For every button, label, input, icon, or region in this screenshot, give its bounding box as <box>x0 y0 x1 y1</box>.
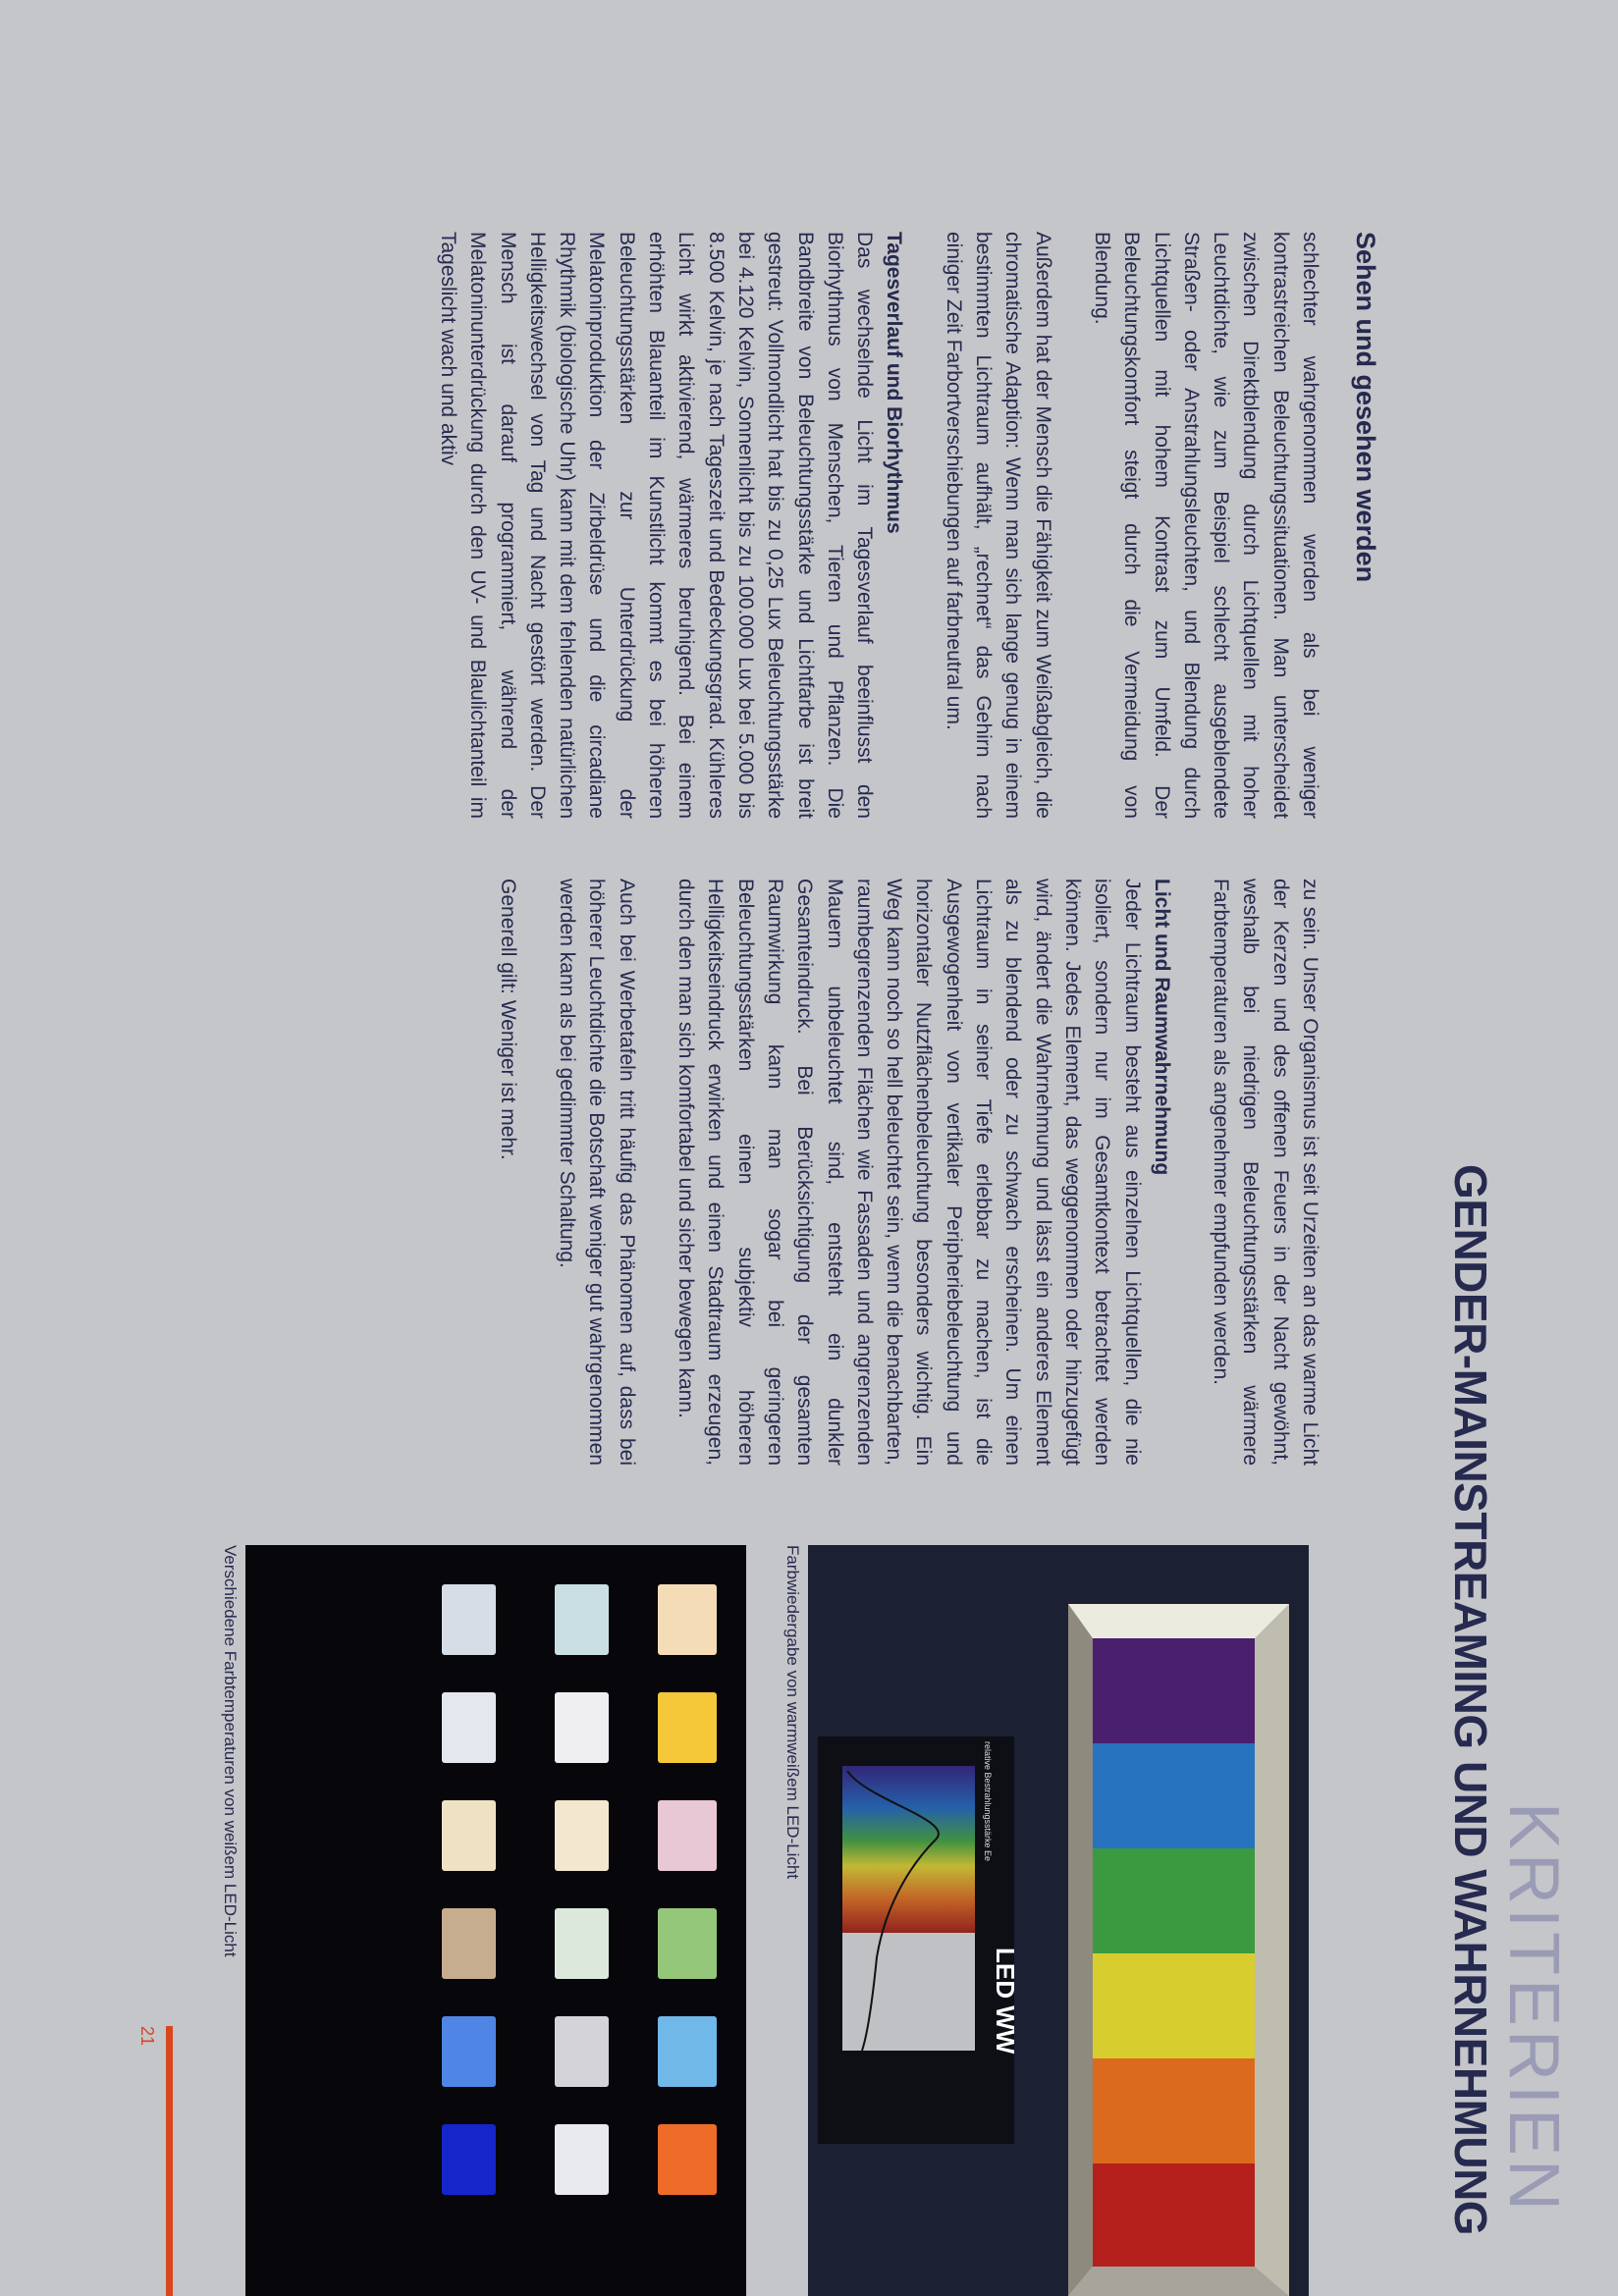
page-title: GENDER-MAINSTREAMING UND WAHRNEHMUNG <box>1445 1164 1496 2236</box>
swatch <box>555 1800 609 1871</box>
led-installation-image <box>808 1545 1309 2296</box>
swatch <box>442 2016 496 2087</box>
swatch <box>658 1692 717 1763</box>
paragraph: Das wechselnde Licht im Tagesverlauf beeinflusst den Biorhythmus von Menschen, Tieren und Pflanzen. Die Bandbreite von Beleuchtungsstärke und Lichtfarbe ist breit gestreut: Vollmondlicht hat bis zu 0,25 Lux Beleuchtungsstärke bei 4.120 Kelvin, Sonnenlicht bis zu 100.000 Lux bei 5.000 bis 8.500 Kelvin, je nach Tageszeit und Bedeckungsgrad. Kühleres Licht wirkt aktivierend, wärmeres beruhigend. Bei einem erhöhten Blauanteil im Kunstlicht kommt es bei höheren Beleuchtungsstärken zur Unterdrückung der Melatoninproduktion der Zirbeldrüse und die circadiane Rhythmik (biologische Uhr) kann mit dem fehlenden natürlichen Helligkeitswechsel von Tag und Nacht gestört werden. Der Mensch ist darauf programmiert, während der Melatoninunterdrückung durch den UV- und Blaulichtanteil im Tageslicht wach und aktiv <box>436 232 877 819</box>
paragraph: Auch bei Werbetafeln tritt häufig das Phänomen auf, dass bei höherer Leuchtdichte die Botschaft weniger gut wahrgenommen werden kann als bei gedimmter Schaltung. <box>556 879 638 1466</box>
sign-subtitle: relative Bestrahlungsstärke Ee <box>983 1741 993 1862</box>
swatch <box>442 1800 496 1871</box>
swatch <box>658 1584 717 1655</box>
swatch <box>442 1584 496 1655</box>
swatch <box>658 2124 717 2195</box>
swatch <box>555 1584 609 1655</box>
section-title: Sehen und gesehen werden <box>1351 232 1380 583</box>
paragraph: schlechter wahrgenommen werden als bei weniger kontrastreichen Beleuchtungssituationen. Man unterscheidet zwischen Direktblendung durch Lichtquellen mit hoher Leuchtdichte, wie zum Beispiel schlecht ausgeblendete Straßen- oder Anstrahlungsleuchten, und Blendung durch Lichtquellen mit hohem Kontrast zum Umfeld. Der Beleuchtungskomfort steigt durch die Vermeidung von Blendung. <box>1090 232 1321 819</box>
color-band <box>1093 1743 1255 1848</box>
text-column-1 <box>433 232 1324 819</box>
swatch <box>442 1908 496 1979</box>
swatch <box>442 2124 496 2195</box>
swatch <box>658 1908 717 1979</box>
text-column-2 <box>493 879 1324 1466</box>
color-band <box>1093 1953 1255 2058</box>
swatch <box>658 1800 717 1871</box>
paragraph: zu sein. Unser Organismus ist seit Urzeiten an das warme Licht der Kerzen und des offenen Feuers in der Nacht gewöhnt, weshalb bei niedrigen Beleuchtungsstärken wärmere Farbtemperaturen als angenehmer empfunden werden. <box>1210 879 1321 1466</box>
swatch <box>555 2124 609 2195</box>
led-swatch-grid-image <box>245 1545 746 2296</box>
spectrum-graph <box>842 1766 975 1933</box>
accent-bar <box>166 2026 173 2296</box>
paragraph: Generell gilt: Weniger ist mehr. <box>496 879 519 1160</box>
figure-caption: Verschiedene Farbtemperaturen von weißem LED-Licht <box>221 1545 240 1957</box>
photo-color-temperatures <box>245 1545 746 2296</box>
sign-title: LED WW <box>991 1948 1020 2055</box>
swatch <box>555 2016 609 2087</box>
color-band <box>1093 1638 1255 1743</box>
color-band <box>1093 1848 1255 1953</box>
page-number: 21 <box>137 2026 157 2047</box>
figure-caption: Farbwiedergabe von warmweißem LED-Licht <box>783 1545 802 1880</box>
paragraph: Außerdem hat der Mensch die Fähigkeit zum Weißabgleich, die chromatische Adaption: Wenn man sich lange genug in einem bestimmten Lichtraum aufhält, „rechnet“ das Gehirn nach einiger Zeit Farbortverschiebungen auf farbneutral um. <box>942 232 1054 819</box>
swatch <box>658 2016 717 2087</box>
swatch <box>555 1692 609 1763</box>
photo-led-color-rendering <box>808 1545 1309 2296</box>
subheading: Licht und Raumwahrnehmung <box>1150 879 1173 1176</box>
color-band <box>1093 2163 1255 2267</box>
swatch <box>555 1908 609 1979</box>
subheading: Tagesverlauf und Biorhythmus <box>883 232 906 534</box>
paragraph: Jeder Lichtraum besteht aus einzelnen Lichtquellen, die nie isoliert, sondern nur im Gesamtkontext betrachtet werden können. Jedes Element, das weggenommen oder hinzugefügt wird, ändert die Wahrnehmung und lässt ein anderes Element als zu blendend oder zu schwach erscheinen. Um einen Lichtraum in seiner Tiefe erlebbar zu machen, ist die Ausgewogenheit von vertikaler Peripheriebeleuchtung und horizontaler Nutzflächenbeleuchtung besonders wichtig. Ein Weg kann noch so hell beleuchtet sein, wenn die benachbarten, raumbegrenzenden Flächen wie Fassaden und angrenzenden Mauern unbeleuchtet sind, entsteht ein dunkler Gesamteindruck. Bei Berücksichtigung der gesamten Raumwirkung kann man sogar bei geringeren Beleuchtungsstärken einen subjektiv höheren Helligkeitseindruck erwirken und einen Stadtraum erzeugen, durch den man sich komfortabel und sicher bewegen kann. <box>674 879 1144 1466</box>
color-band <box>1093 2058 1255 2163</box>
swatch <box>442 1692 496 1763</box>
header-kicker: KRITERIEN <box>1494 1802 1573 2216</box>
